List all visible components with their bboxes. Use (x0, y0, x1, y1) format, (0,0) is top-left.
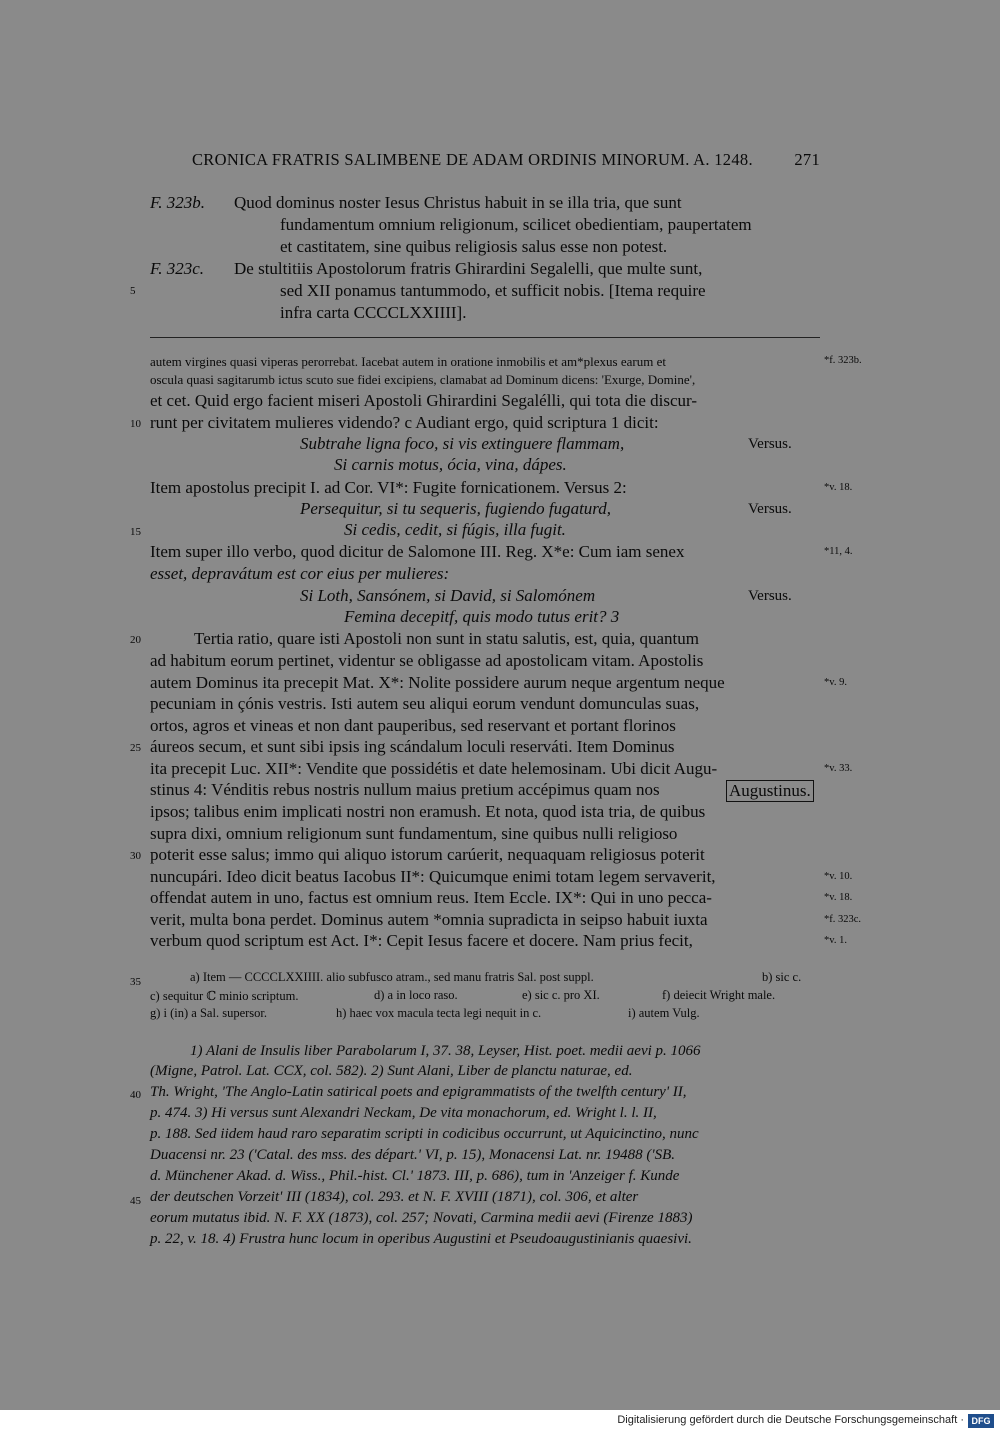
apparatus-note: i) autem Vulg. (628, 1006, 700, 1020)
footnote-line: (Migne, Patrol. Lat. CCX, col. 582). 2) Sunt Alani, Liber de planctu naturae, ed. (150, 1063, 633, 1079)
text-line: runt per civitatem mulieres videndo? c Audiant ergo, quid scriptura 1 dicit: (150, 413, 659, 432)
text-line: áureos secum, et sunt sibi ipsis ing scándalum loculi reserváti. Item Dominus (150, 737, 675, 756)
toc-line: et castitatem, sine quibus religiosis salus esse non potest. (280, 237, 668, 256)
verse-tag: Versus. (748, 436, 792, 452)
text-line: ipsos; talibus enim implicati nostri non eramush. Et nota, quod ista tria, de quibus (150, 802, 706, 821)
margin-note: *f. 323c. (824, 914, 862, 925)
text-line: oscula quasi sagitarumb ictus scuto sue fidei excipiens, clamabat ad Dominum dicens: 'Exurge, Domine', (150, 372, 696, 387)
text-line: Tertia ratio, quare isti Apostoli non sunt in statu salutis, est, quia, quantum (194, 629, 699, 648)
margin-note: *v. 33. (824, 763, 853, 774)
margin-note: *v. 10. (824, 871, 853, 882)
line-number: 35 (130, 976, 141, 988)
text-line: esset, depravátum est cor eius per mulieres: (150, 564, 450, 583)
text-line: verbum quod scriptum est Act. I*: Cepit Iesus facere et docere. Nam prius fecit, (150, 931, 693, 950)
apparatus-note: b) sic c. (762, 970, 802, 984)
apparatus-note: a) Item — CCCCLXXIIII. alio subfusco atram., sed manu fratris Sal. post suppl. (190, 970, 594, 984)
toc-line: fundamentum omnium religionum, scilicet obedientiam, paupertatem (280, 215, 752, 234)
apparatus-note: f) deiecit Wright male. (662, 988, 776, 1002)
footer-credit: Digitalisierung gefördert durch die Deutsche Forschungsgemeinschaft · (617, 1414, 964, 1426)
verse-line: Si cedis, cedit, si fúgis, illa fugit. (344, 520, 566, 539)
margin-note: *11, 4. (824, 546, 853, 557)
line-number: 40 (130, 1089, 141, 1101)
verse-line: Subtrahe ligna foco, si vis extinguere flammam, (300, 434, 625, 453)
margin-note: *v. 18. (824, 482, 853, 493)
section-rule (150, 337, 820, 338)
text-line: supra dixi, omnium religionum sunt fundamentum, sine quibus nulli religioso (150, 824, 678, 843)
text-line: pecuniam in çónis vestris. Isti autem seu aliqui eorum vendunt domunculas suas, (150, 694, 700, 713)
header-title: CRONICA FRATRIS SALIMBENE DE ADAM ORDINIS MINORUM. A. 1248. (192, 150, 753, 169)
boxed-name: Augustinus. (726, 780, 814, 802)
line-number: 20 (130, 634, 141, 646)
footnote-line: p. 474. 3) Hi versus sunt Alexandri Neckam, De vita monachorum, ed. Wright l. l. II, (150, 1105, 657, 1121)
text-line: autem virgines quasi viperas perorrebat. Iacebat autem in oratione inmobilis et am*plexus earum et (150, 354, 666, 369)
apparatus-note: c) sequitur ℂ minio scriptum. (150, 989, 299, 1003)
toc-line: sed XII ponamus tantummodo, et sufficit nobis. [Itema require (280, 281, 706, 300)
line-number: 15 (130, 526, 141, 538)
text-line: poterit esse salus; immo qui aliquo istorum carúerit, nequaquam religiosus poterit (150, 845, 705, 864)
footnote-line: Th. Wright, 'The Anglo-Latin satirical poets and epigrammatists of the twelfth century' II, (150, 1084, 687, 1100)
apparatus-note: g) i (in) a Sal. supersor. (150, 1006, 267, 1020)
footnote-line: p. 22, v. 18. 4) Frustra hunc locum in operibus Augustini et Pseudoaugustinianis quaesivi. (150, 1231, 692, 1247)
text-line: stinus 4: Vénditis rebus nostris nullum maius pretium accépimus quam nos (150, 780, 660, 799)
toc-line: De stultitiis Apostolorum fratris Ghirardini Segalelli, que multe sunt, (234, 259, 703, 278)
footer-bar (0, 1410, 1000, 1434)
running-header (192, 150, 820, 170)
text-line: offendat autem in uno, factus est omnium reus. Item Eccle. IX*: Qui in uno pecca- (150, 888, 712, 907)
apparatus-note: d) a in loco raso. (374, 988, 458, 1002)
margin-note: *v. 18. (824, 892, 853, 903)
page-number: 271 (794, 150, 820, 169)
verse-line: Si Loth, Sansónem, si David, si Salomónem (300, 586, 596, 605)
toc-label: F. 323b. (150, 193, 205, 212)
line-number: 45 (130, 1195, 141, 1207)
margin-note: *v. 1. (824, 935, 847, 946)
dfg-logo: DFG (968, 1414, 994, 1428)
apparatus-note: h) haec vox macula tecta legi nequit in c. (336, 1006, 542, 1020)
footnote-line: eorum mutatus ibid. N. F. XX (1873), col. 257; Novati, Carmina medii aevi (Firenze 1883) (150, 1210, 693, 1226)
verse-tag: Versus. (748, 501, 792, 517)
text-line: ita precepit Luc. XII*: Vendite que possidétis et date helemosinam. Ubi dicit Augu- (150, 759, 718, 778)
verse-line: Persequitur, si tu sequeris, fugiendo fugaturd, (300, 499, 612, 518)
verse-line: Femina decepitf, quis modo tutus erit? 3 (344, 607, 620, 626)
text-line: verit, multa bona perdet. Dominus autem *omnia supradicta in seipso habuit iuxta (150, 910, 708, 929)
footnote-line: d. Münchener Akad. d. Wiss., Phil.-hist. Cl.' 1873. III, p. 686), tum in 'Anzeiger f. Kunde (150, 1168, 680, 1184)
text-line: ad habitum eorum pertinet, videntur se obligasse ad apostolicam vitam. Apostolis (150, 651, 704, 670)
text-line: et cet. Quid ergo facient miseri Apostoli Ghirardini Segalélli, qui tota die discur- (150, 391, 697, 410)
footnote-line: p. 188. Sed iidem haud raro separatim scripti in codicibus occurrunt, ut Aquicinctino, nunc (150, 1126, 699, 1142)
toc-line: Quod dominus noster Iesus Christus habuit in se illa tria, que sunt (234, 193, 682, 212)
line-number: 5 (130, 285, 136, 297)
line-number: 25 (130, 742, 141, 754)
text-line: Item apostolus precipit I. ad Cor. VI*: Fugite fornicationem. Versus 2: (150, 478, 627, 497)
margin-note: *v. 9. (824, 677, 847, 688)
text-line: ortos, agros et vineas et non dant pauperibus, sed reservant et portant florinos (150, 716, 676, 735)
footnote-line: 1) Alani de Insulis liber Parabolarum I, 37. 38, Leyser, Hist. poet. medii aevi p. 1066 (190, 1043, 701, 1059)
text-line: nuncupári. Ideo dicit beatus Iacobus II*: Quicumque enimi totam legem servaverit, (150, 867, 716, 886)
line-number: 10 (130, 418, 141, 430)
footnote-line: der deutschen Vorzeit' III (1834), col. 293. et N. F. XVIII (1871), col. 306, et alter (150, 1189, 639, 1205)
apparatus-note: e) sic c. pro XI. (522, 988, 600, 1002)
verse-tag: Versus. (748, 588, 792, 604)
toc-label: F. 323c. (150, 259, 204, 278)
text-line: Item super illo verbo, quod dicitur de Salomone III. Reg. X*e: Cum iam senex (150, 542, 685, 561)
margin-note: *f. 323b. (824, 355, 862, 366)
text-line: autem Dominus ita precepit Mat. X*: Nolite possidere aurum neque argentum neque (150, 673, 725, 692)
footnote-line: Duacensi nr. 23 ('Catal. des mss. des départ.' VI, p. 15), Monacensi Lat. nr. 19488 ('SB. (150, 1147, 676, 1163)
verse-line: Si carnis motus, ócia, vina, dápes. (334, 455, 567, 474)
line-number: 30 (130, 850, 141, 862)
toc-line: infra carta CCCCLXXIIII]. (280, 303, 467, 322)
